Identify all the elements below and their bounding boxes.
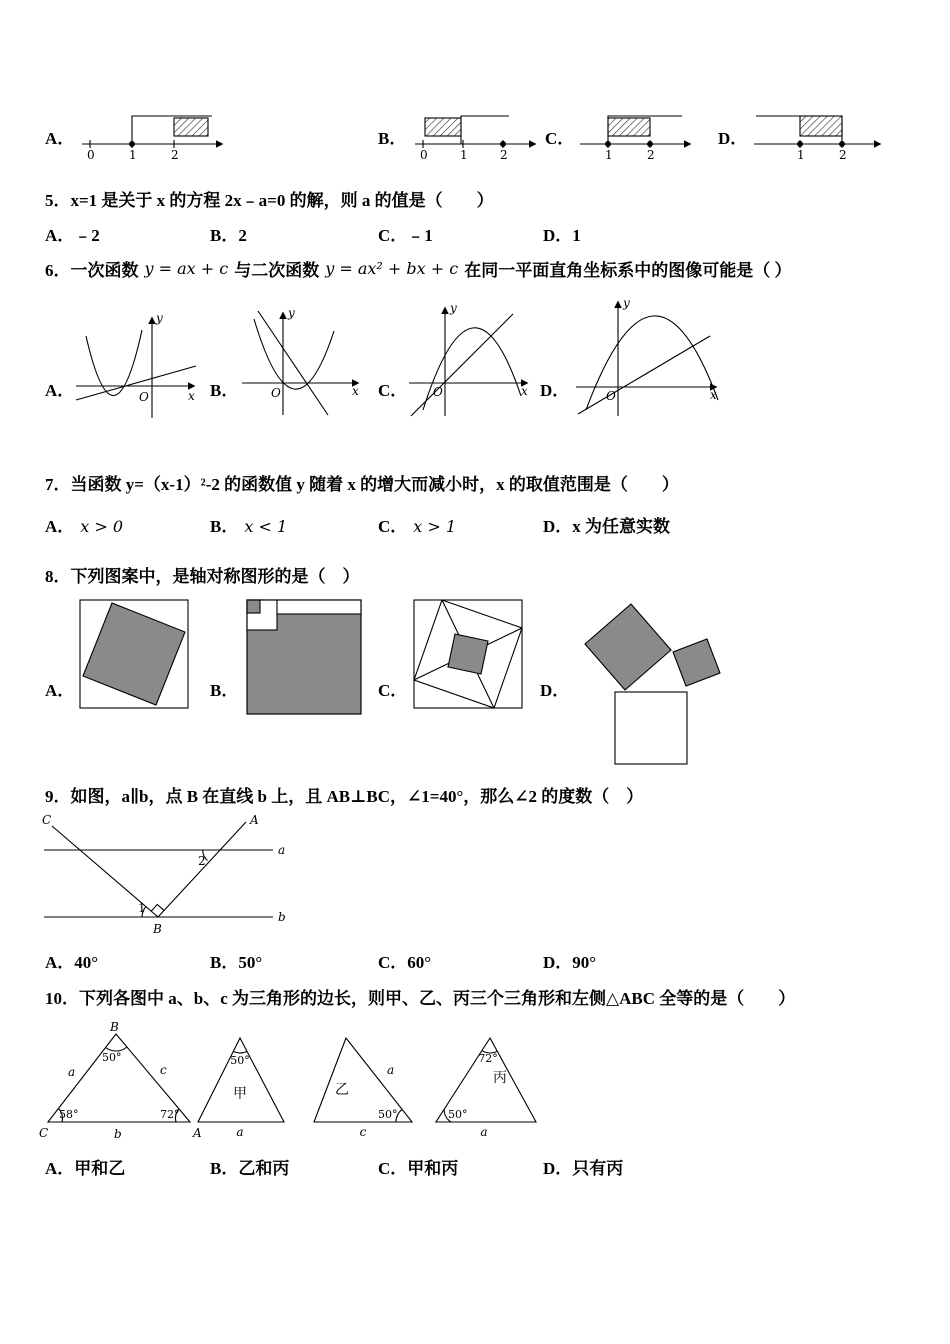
q4-numberline-d bbox=[752, 106, 897, 164]
q8-figure-a bbox=[78, 598, 192, 712]
origin-label: O bbox=[139, 390, 149, 404]
q6-graph-d bbox=[572, 292, 722, 424]
q7-option-a-value: x > 0 bbox=[80, 517, 124, 536]
tick-label: 1 bbox=[460, 148, 468, 162]
q9-option-c[interactable]: C．60° bbox=[378, 953, 432, 972]
origin-label: O bbox=[271, 386, 281, 400]
graph-b-shapes bbox=[242, 311, 358, 415]
q6-math-linear: y = ax + c bbox=[144, 259, 229, 278]
q4-numberline-c bbox=[578, 106, 703, 164]
q5-option-d[interactable]: D．1 bbox=[543, 226, 581, 245]
angle-1-label: 1 bbox=[138, 901, 146, 915]
q5-option-c[interactable]: C．﹣1 bbox=[378, 226, 433, 245]
q6-math-quadratic: y = ax² + bx + c bbox=[325, 259, 459, 278]
q6-graph-b bbox=[238, 303, 363, 423]
tick-label: 2 bbox=[839, 148, 847, 162]
tick-label: 0 bbox=[87, 148, 95, 162]
q5-stem: 5．x=1 是关于 x 的方程 2x﹣a=0 的解，则 a 的值是（ ） bbox=[45, 191, 494, 210]
angle-2-label: 2 bbox=[198, 854, 206, 868]
q7-option-d-value: x 为任意实数 bbox=[572, 517, 671, 536]
bing-angle-top-value: 72° bbox=[478, 1052, 498, 1065]
q4-numberline-a bbox=[80, 106, 235, 164]
q7-option-d[interactable] bbox=[543, 512, 670, 537]
graph-a-shapes bbox=[76, 318, 196, 418]
line-a-label: a bbox=[278, 843, 286, 857]
q8-option-d-label[interactable]: D． bbox=[540, 681, 570, 700]
x-axis-label: x bbox=[521, 384, 528, 398]
yi-side-a-label: a bbox=[387, 1063, 395, 1077]
q5-option-b[interactable]: B．2 bbox=[210, 226, 247, 245]
q7-stem: 7．当函数 y=（x-1）²-2 的函数值 y 随着 x 的增大而减小时，x 的取值范围是（ ） bbox=[45, 475, 679, 494]
q8-option-a-label[interactable]: A． bbox=[45, 681, 75, 700]
q10-triangle-jia bbox=[192, 1030, 292, 1140]
tick-label: 1 bbox=[605, 148, 613, 162]
q10-stem: 10．下列各图中 a、b、c 为三角形的边长，则甲、乙、丙三个三角形和左侧△ABC 全等的是（ ） bbox=[45, 989, 796, 1008]
q7-option-d-label: D． bbox=[543, 517, 573, 536]
x-axis-label: x bbox=[352, 384, 359, 398]
tick-label: 1 bbox=[129, 148, 137, 162]
bing-name-label: 丙 bbox=[493, 1071, 507, 1086]
q9-figure-shapes bbox=[44, 822, 273, 917]
q7-option-b-value: x < 1 bbox=[244, 517, 288, 536]
q7-option-a[interactable] bbox=[45, 512, 123, 537]
q7-option-b-label: B． bbox=[210, 517, 239, 536]
q7-option-c[interactable] bbox=[378, 512, 456, 537]
q6-stem-pre: 6．一次函数 bbox=[45, 261, 139, 280]
q4-option-d-label: D． bbox=[718, 129, 748, 148]
q10-triangle-abc bbox=[38, 1022, 208, 1144]
q10-triangle-bing bbox=[428, 1030, 543, 1140]
q6-option-b-label[interactable]: B． bbox=[210, 381, 239, 400]
figure-c-shapes bbox=[414, 600, 522, 708]
vertex-c-label: C bbox=[39, 1126, 49, 1140]
q10-option-d[interactable]: D．只有丙 bbox=[543, 1159, 624, 1178]
tick-label: 0 bbox=[420, 148, 428, 162]
q9-figure bbox=[38, 812, 293, 940]
numberline-a-shapes bbox=[82, 116, 222, 148]
y-axis-label: y bbox=[623, 296, 630, 310]
q9-option-b[interactable]: B．50° bbox=[210, 953, 263, 972]
tick-label: 2 bbox=[647, 148, 655, 162]
q6-graph-a bbox=[72, 308, 202, 423]
point-c-label: C bbox=[42, 813, 52, 827]
jia-side-label: a bbox=[236, 1125, 244, 1139]
q7-option-a-label: A． bbox=[45, 517, 75, 536]
q9-option-a[interactable]: A．40° bbox=[45, 953, 99, 972]
q6-option-a-label[interactable]: A． bbox=[45, 381, 75, 400]
q9-stem: 9．如图，a∥b，点 B 在直线 b 上，且 AB⊥BC，∠1=40°，那么∠2 的度数（ ） bbox=[45, 787, 644, 806]
q8-option-b-label[interactable]: B． bbox=[210, 681, 239, 700]
bing-angle-bl-value: 50° bbox=[448, 1108, 468, 1121]
angle-b-value: 50° bbox=[102, 1051, 122, 1064]
y-axis-label: y bbox=[288, 306, 295, 320]
side-b-label: b bbox=[114, 1127, 122, 1141]
q6-stem bbox=[45, 256, 791, 281]
q7-option-b[interactable] bbox=[210, 512, 287, 537]
q10-option-b[interactable]: B．乙和丙 bbox=[210, 1159, 290, 1178]
angle-a-value: 72° bbox=[160, 1108, 180, 1121]
angle-c-value: 58° bbox=[59, 1108, 79, 1121]
q8-option-c-label[interactable]: C． bbox=[378, 681, 408, 700]
q10-triangle-yi bbox=[308, 1030, 420, 1140]
q8-figure-b bbox=[245, 598, 365, 718]
q4-numberline-b bbox=[413, 106, 548, 164]
jia-angle-value: 50° bbox=[230, 1054, 250, 1067]
figure-d-shapes bbox=[585, 604, 720, 764]
point-a-label: A bbox=[250, 813, 259, 827]
q4-option-b-label: B． bbox=[378, 129, 407, 148]
line-b-label: b bbox=[278, 910, 286, 924]
tick-label: 2 bbox=[171, 148, 179, 162]
q7-option-c-label: C． bbox=[378, 517, 408, 536]
q4-option-a-label: A． bbox=[45, 129, 75, 148]
q8-figure-d bbox=[575, 592, 727, 768]
q6-option-d-label[interactable]: D． bbox=[540, 381, 570, 400]
q8-figure-c bbox=[412, 598, 526, 712]
jia-name-label: 甲 bbox=[233, 1087, 247, 1102]
q6-graph-c bbox=[405, 298, 533, 423]
figure-a-shapes bbox=[80, 600, 188, 708]
graph-c-shapes bbox=[409, 308, 527, 416]
graph-d-shapes bbox=[576, 302, 718, 416]
yi-side-c-label: c bbox=[359, 1125, 367, 1139]
x-axis-label: x bbox=[710, 388, 717, 402]
origin-label: O bbox=[606, 389, 616, 403]
q9-option-d[interactable]: D．90° bbox=[543, 953, 597, 972]
numberline-d-shapes bbox=[754, 116, 880, 148]
q8-stem: 8．下列图案中，是轴对称图形的是（ ） bbox=[45, 567, 360, 586]
numberline-c-shapes bbox=[580, 116, 690, 148]
tick-label: 1 bbox=[797, 148, 805, 162]
y-axis-label: y bbox=[450, 301, 457, 315]
q6-stem-mid: 与二次函数 bbox=[234, 261, 320, 280]
x-axis-label: x bbox=[188, 389, 195, 403]
q10-option-a[interactable]: A．甲和乙 bbox=[45, 1159, 126, 1178]
tick-label: 2 bbox=[500, 148, 508, 162]
q4-option-c-label: C． bbox=[545, 129, 575, 148]
q6-option-c-label[interactable]: C． bbox=[378, 381, 408, 400]
vertex-b-label: B bbox=[110, 1020, 119, 1034]
side-a-label: a bbox=[68, 1065, 76, 1079]
numberline-b-shapes bbox=[415, 116, 535, 148]
q10-option-c[interactable]: C．甲和丙 bbox=[378, 1159, 459, 1178]
q7-option-c-value: x > 1 bbox=[413, 517, 457, 536]
q6-stem-post: 在同一平面直角坐标系中的图像可能是（ ） bbox=[464, 261, 792, 280]
point-b-label: B bbox=[153, 922, 162, 936]
bing-side-label: a bbox=[480, 1125, 488, 1139]
vertex-a-label: A bbox=[193, 1126, 202, 1140]
figure-b-shapes bbox=[247, 600, 361, 714]
yi-angle-value: 50° bbox=[378, 1108, 398, 1121]
side-c-label: c bbox=[160, 1063, 167, 1077]
q5-option-a[interactable]: A．﹣2 bbox=[45, 226, 100, 245]
origin-label: O bbox=[433, 385, 443, 399]
yi-name-label: 乙 bbox=[335, 1083, 349, 1098]
y-axis-label: y bbox=[156, 311, 163, 325]
triangle-jia-shapes bbox=[198, 1038, 284, 1122]
